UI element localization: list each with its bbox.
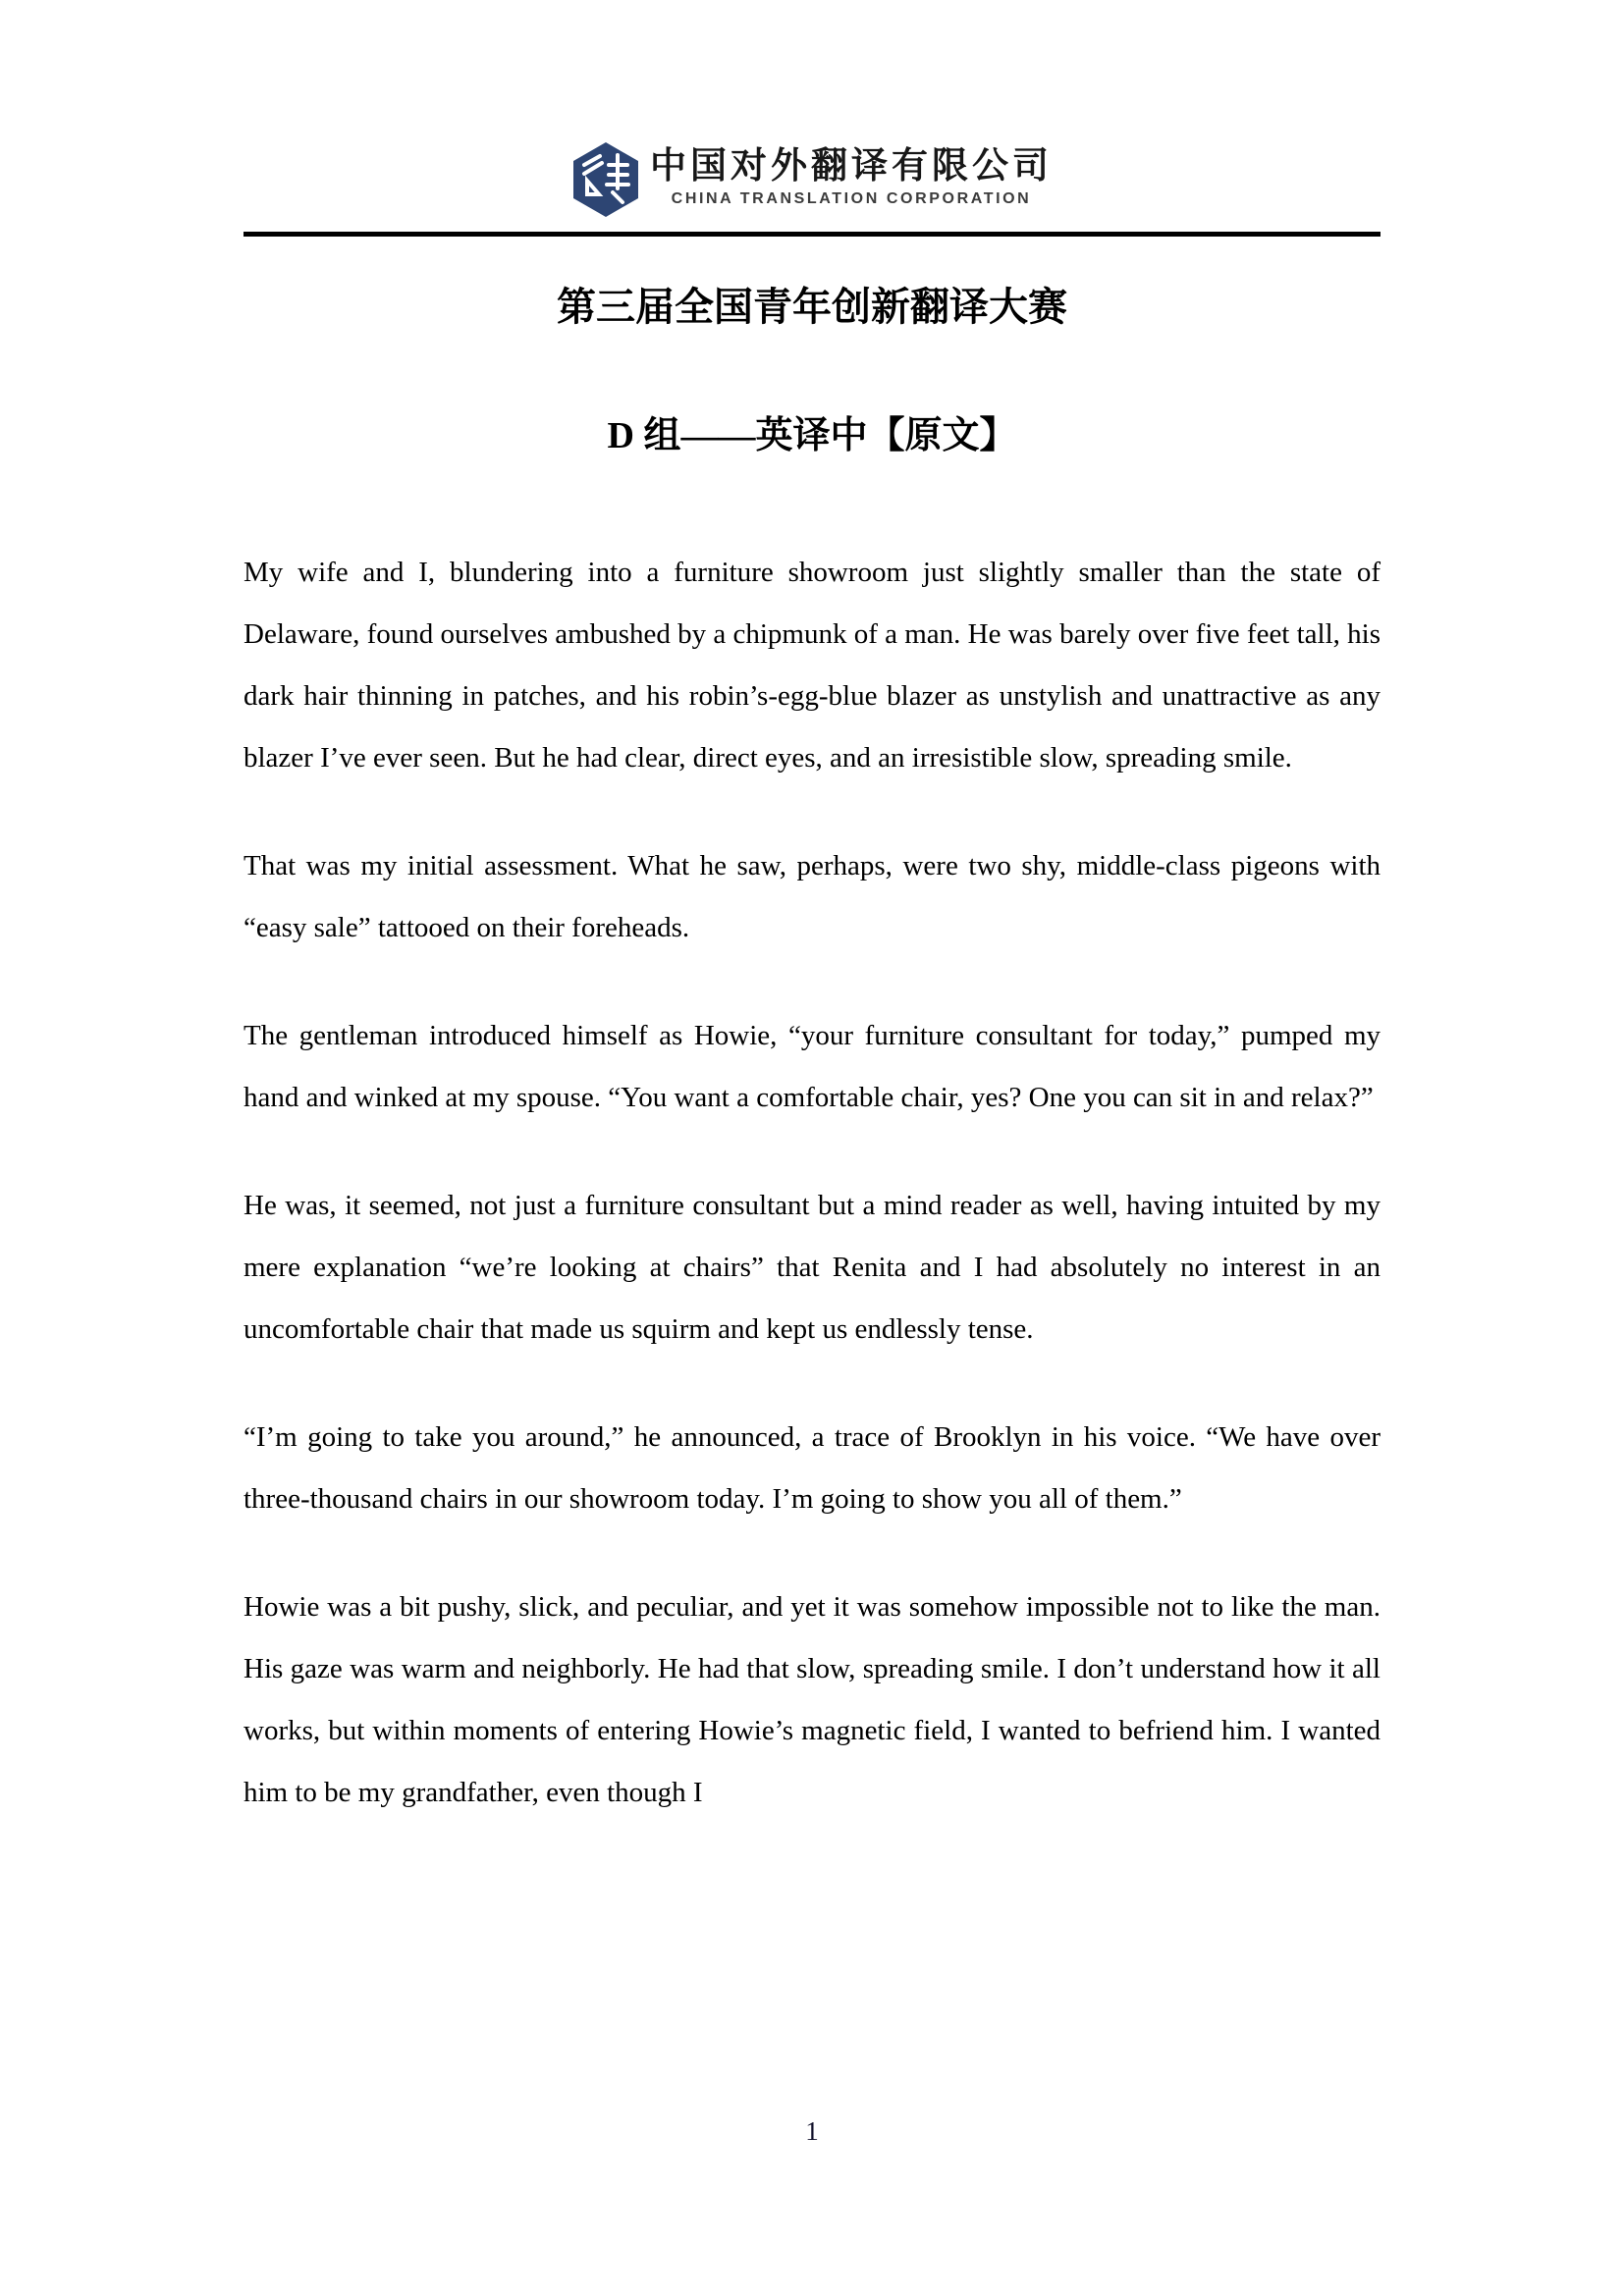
paragraph-2: That was my initial assessment. What he saw, perhaps, were two shy, middle-class pigeons with “easy sale” tattooed on their foreheads. bbox=[244, 849, 1380, 943]
paragraph-4: He was, it seemed, not just a furniture consultant but a mind reader as well, having intuited by my mere explanation “we’re looking at chairs” that Renita and I had absolutely no interest in an uncomfortable chair that made us squirm and kept us endlessly tense. bbox=[244, 1189, 1380, 1345]
paragraph-1: My wife and I, blundering into a furniture showroom just slightly smaller than the state of Delaware, found ourselves ambushed by a chipmunk of a man. He was barely over five feet tall, his dark hair thinning in patches, and his robin’s-egg-blue blazer as unstylish and unattractive as any blazer I’ve ever seen. But he had clear, direct eyes, and an irresistible slow, spreading smile. bbox=[244, 556, 1381, 774]
header-divider-line bbox=[244, 232, 1380, 237]
article-body bbox=[244, 542, 1380, 1824]
paragraph-5: “I’m going to take you around,” he announced, a trace of Brooklyn in his voice. “We have over three-thousand chairs in our showroom today. I’m going to show you all of them.” bbox=[244, 1420, 1380, 1515]
paragraph-6: Howie was a bit pushy, slick, and peculiar, and yet it was somehow impossible not to like the man. His gaze was warm and neighborly. He had that slow, spreading smile. I don’t understand how it all works, but within moments of entering Howie’s magnetic field, I wanted to befriend him. I wanted him to be my grandfather, even though I bbox=[244, 1590, 1380, 1808]
page-number: 1 bbox=[805, 2116, 819, 2146]
company-name-chinese: 中国对外翻译有限公司 bbox=[650, 144, 1053, 187]
company-logo-icon bbox=[571, 141, 640, 218]
company-logo bbox=[571, 141, 1053, 218]
company-name-english: CHINA TRANSLATION CORPORATION bbox=[671, 189, 1032, 207]
contest-title: 第三届全国青年创新翻译大赛 bbox=[557, 285, 1067, 330]
company-letterhead bbox=[0, 0, 1624, 218]
paragraph-3: The gentleman introduced himself as Howie, “your furniture consultant for today,” pumped my hand and winked at my spouse. “You want a comfortable chair, yes? One you can sit in and relax?” bbox=[244, 1019, 1380, 1113]
company-logo-text bbox=[650, 145, 1053, 208]
group-subtitle: D 组——英译中【原文】 bbox=[607, 415, 1017, 456]
